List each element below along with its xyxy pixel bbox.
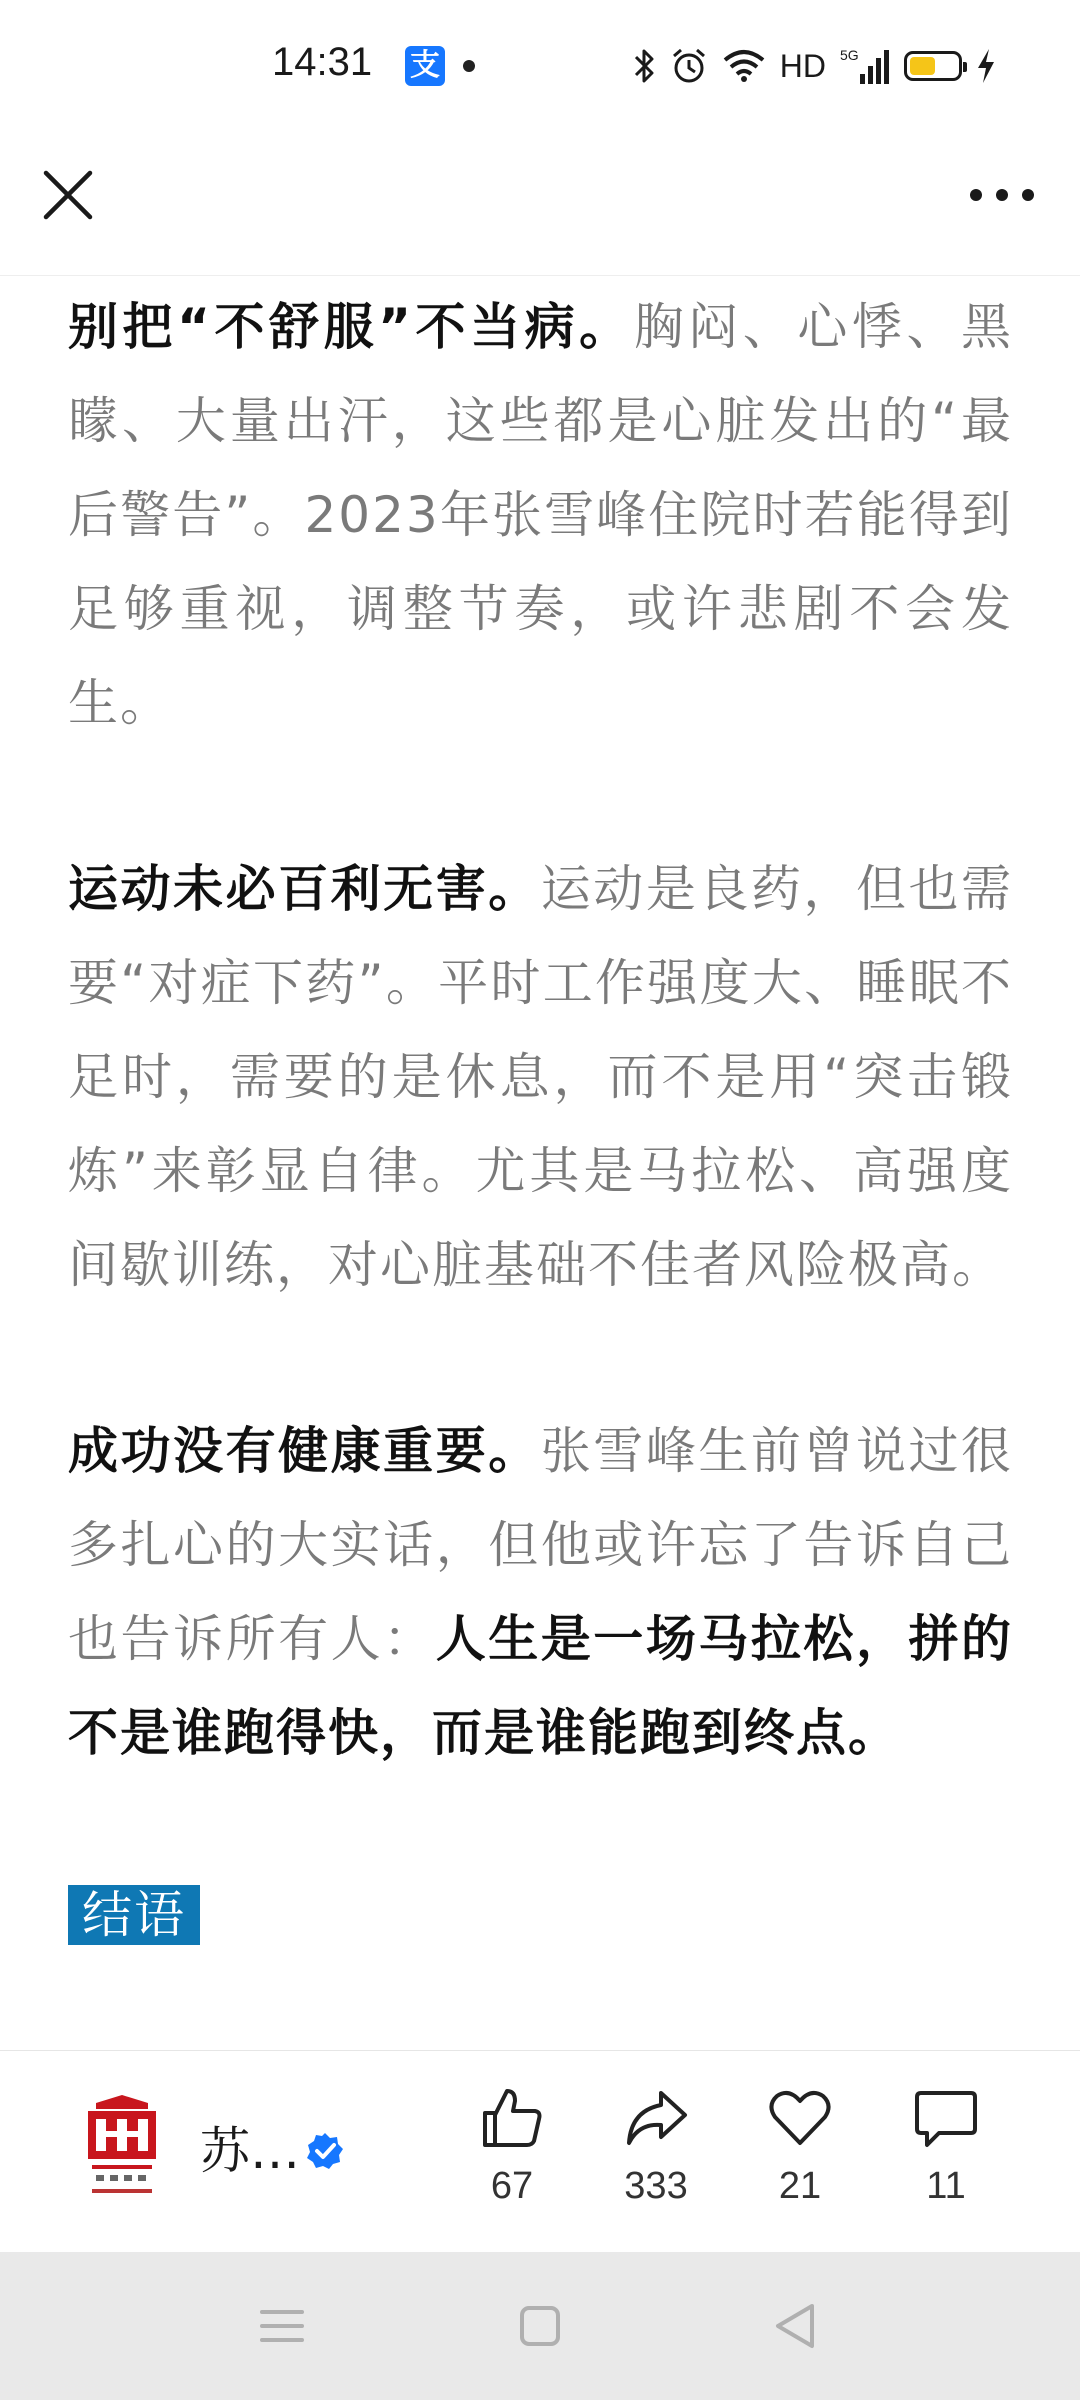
- share-button[interactable]: [606, 2085, 706, 2208]
- svg-text:5G: 5G: [840, 47, 859, 63]
- home-button[interactable]: [510, 2296, 570, 2356]
- paragraph-lead: 成功没有健康重要。: [68, 1422, 541, 1480]
- like-count: 67: [490, 2165, 534, 2207]
- status-bar: [0, 0, 1080, 135]
- favorite-count: 21: [778, 2165, 822, 2207]
- charging-icon: [976, 48, 996, 84]
- paragraph-lead: 别把“不舒服”不当病。: [68, 298, 634, 356]
- comment-button[interactable]: [896, 2085, 996, 2208]
- share-count: 333: [624, 2165, 688, 2207]
- paragraph-body: 张雪峰生前曾说过很多扎心的大实话，但他或许忘了告诉自己也告诉所有人：: [68, 1422, 1014, 1668]
- more-button[interactable]: [962, 165, 1042, 225]
- action-bar: [0, 2050, 1080, 2253]
- article-paragraph: [68, 842, 1013, 1312]
- top-nav: [0, 135, 1080, 276]
- favorite-button[interactable]: [750, 2085, 850, 2208]
- thumbs-up-icon: [479, 2085, 545, 2151]
- more-icon: [962, 165, 1042, 225]
- close-icon: [38, 165, 98, 225]
- article-body: [0, 275, 1080, 2050]
- article-paragraph: [68, 1404, 1013, 1780]
- system-nav-bar: [0, 2252, 1080, 2400]
- comment-count: 11: [926, 2165, 966, 2207]
- status-time: 14:31: [272, 40, 373, 84]
- paragraph-lead: 运动未必百利无害。: [68, 860, 541, 918]
- recent-apps-button[interactable]: [252, 2296, 312, 2356]
- paragraph-body: 运动是良药，但也需要“对症下药”。平时工作强度大、睡眠不足时，需要的是休息，而不是用“突击锻炼”来彰显自律。尤其是马拉松、高强度间歇训练，对心脏基础不佳者风险极高。: [68, 860, 1014, 1294]
- wifi-icon: [722, 49, 766, 83]
- menu-icon: [252, 2296, 312, 2356]
- like-button[interactable]: [462, 2085, 562, 2208]
- hd-label: HD: [779, 47, 826, 84]
- bluetooth-icon: [632, 48, 656, 84]
- alarm-icon: [670, 47, 708, 85]
- share-icon: [623, 2085, 689, 2151]
- signal-icon: [840, 46, 890, 86]
- notification-dot-icon: [463, 60, 475, 72]
- section-heading: 结语: [68, 1885, 200, 1945]
- heart-icon: [767, 2085, 833, 2151]
- paragraph-emphasis: 人生是一场马拉松，拼的不是谁跑得快，而是谁能跑到终点。: [68, 1610, 1014, 1762]
- article-paragraph: [68, 280, 1013, 750]
- battery-icon: [904, 51, 962, 81]
- battery-fill: [910, 57, 935, 75]
- close-button[interactable]: [38, 165, 98, 225]
- back-button[interactable]: [766, 2296, 826, 2356]
- comment-icon: [913, 2085, 979, 2151]
- home-icon: [510, 2296, 570, 2356]
- back-icon: [766, 2296, 826, 2356]
- paragraph-body: 胸闷、心悸、黑矇、大量出汗，这些都是心脏发出的“最后警告”。2023年张雪峰住院时若能得到足够重视，调整节奏，或许悲剧不会发生。: [68, 298, 1013, 732]
- verified-badge-icon: [305, 2131, 345, 2171]
- author-logo[interactable]: [82, 2093, 162, 2203]
- alipay-icon: 支: [405, 46, 445, 86]
- author-name[interactable]: 苏…: [200, 2122, 300, 2180]
